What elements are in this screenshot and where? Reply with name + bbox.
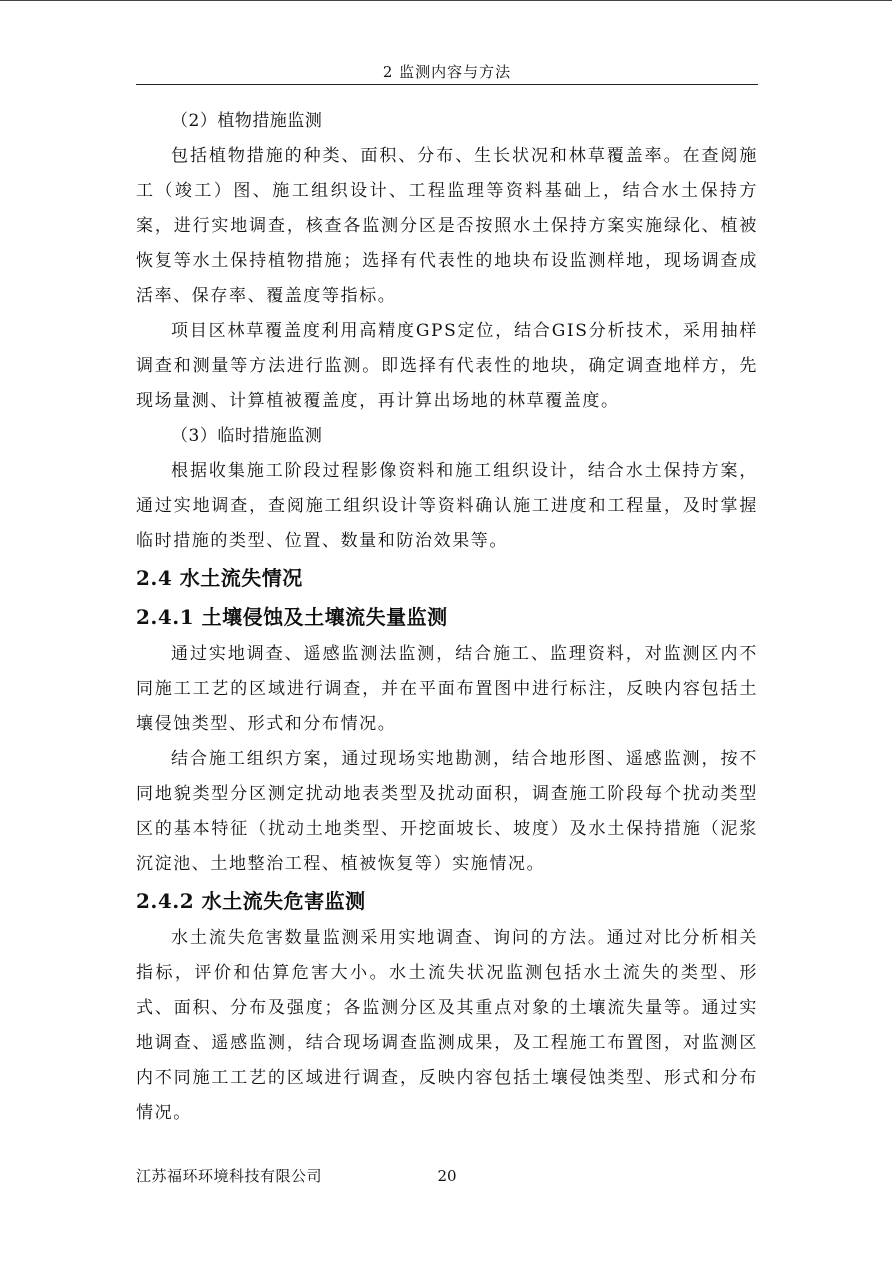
footer-company-name: 江苏福环环境科技有限公司: [136, 1167, 323, 1185]
section-heading-2-4: 2.4 水土流失情况: [136, 566, 303, 590]
plant-measures-heading: （2）植物措施监测: [171, 111, 323, 131]
section-heading-2-4-2: 2.4.2 水土流失危害监测: [136, 889, 366, 913]
temporary-measures-heading: （3）临时措施监测: [171, 426, 323, 446]
page-number: 20: [437, 1167, 457, 1185]
running-header: 2 监测内容与方法: [382, 63, 512, 81]
erosion-hazard-paragraph: 水土流失危害数量监测采用实地调查、询问的方法。通过对比分析相关指标，评价和估算危害大小。水土流失状况监测包括水土流失的类型、形式、面积、分布及强度；各监测分区及其重点对象的土壤流失量等。通过实地调查、遥感监测，结合现场调查监测成果，及工程施工布置图，对监测区内不同施工工艺的区域进行调查，反映内容包括土壤侵蚀类型、形式和分布情况。: [136, 928, 758, 1123]
temporary-measures-paragraph: 根据收集施工阶段过程影像资料和施工组织设计，结合水土保持方案，通过实地调查，查阅施工组织设计等资料确认施工进度和工程量，及时掌握临时措施的类型、位置、数量和防治效果等。: [136, 461, 758, 551]
plant-measures-paragraph-2: 项目区林草覆盖度利用高精度GPS定位，结合GIS分析技术，采用抽样调查和测量等方法进行监测。即选择有代表性的地块，确定调查地样方，先现场量测、计算植被覆盖度，再计算出场地的林草覆盖度。: [136, 321, 758, 411]
plant-measures-paragraph-1: 包括植物措施的种类、面积、分布、生长状况和林草覆盖率。在查阅施工（竣工）图、施工组织设计、工程监理等资料基础上，结合水土保持方案，进行实地调查，核查各监测分区是否按照水土保持方案实施绿化、植被恢复等水土保持植物措施；选择有代表性的地块布设监测样地，现场调查成活率、保存率、覆盖度等指标。: [136, 146, 758, 306]
header-divider: [136, 84, 758, 85]
soil-erosion-paragraph-1: 通过实地调查、遥感监测法监测，结合施工、监理资料，对监测区内不同施工工艺的区域进行调查，并在平面布置图中进行标注，反映内容包括土壤侵蚀类型、形式和分布情况。: [136, 644, 758, 734]
section-heading-2-4-1: 2.4.1 土壤侵蚀及土壤流失量监测: [136, 605, 448, 629]
page-body: [136, 104, 758, 1131]
top-border-line: [0, 0, 892, 1]
soil-erosion-paragraph-2: 结合施工组织方案，通过现场实地勘测，结合地形图、遥感监测，按不同地貌类型分区测定扰动地表类型及扰动面积，调查施工阶段每个扰动类型区的基本特征（扰动土地类型、开挖面坡长、坡度）及水土保持措施（泥浆沉淀池、土地整治工程、植被恢复等）实施情况。: [136, 749, 758, 874]
